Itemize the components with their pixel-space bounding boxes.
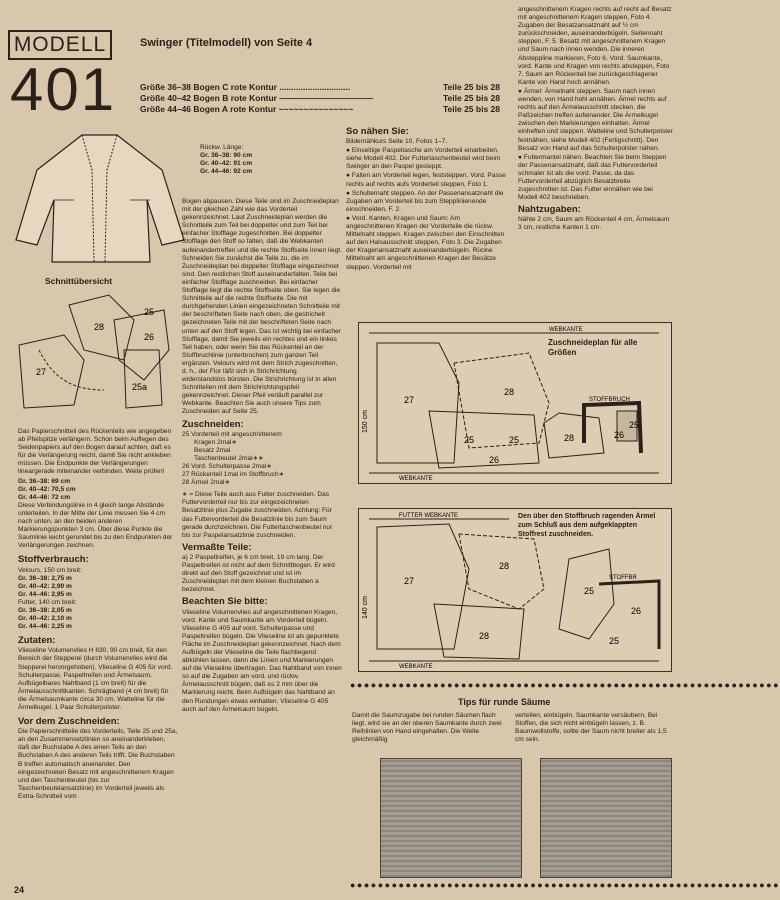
column-1: Das Papierschnitteil des Rückenteils wie angegeben ab Pfeilspitze verlängern. Schon beim Auflegen des Seidenpapiers auf den Bogen darauf achten, daß es für die Verlängerung reicht, damit Sie nicht ankleben müssen. Die Endpunkte der Verlängerungen lineargerade miteinander verbinden. Weite prüfen! Gr. 36–38: 69 cm Gr. 40–42: 70,5 cm Gr. 44–46: 72 cm Diese Verbindungslinie in 4 gleich lange Abstände unterteilen. In der Mitte der Linie messen Sie 4 cm nach unten, an den beiden anderen Markierungspunkten 3 cm. Über diese Punkte die Saumlinie leicht gerundet bis zu den Endpunkten der Verlängerungen zeichnen. Stoffverbrauch: Velours, 150 cm breit: Gr. 36–38: 2,75 m Gr. 40–42: 2,90 m Gr. 44–46: 2,95 m Futter, 140 cm breit: Gr. 36–38: 2,05 m Gr. 40–42: 2,10 m Gr. 44–46: 2,25 m Zutaten: Vlieseline Volumenvlies H 630, 90 cm breit, für den Bereich der Stepperei (durch Volumenvlies wird die Stepperei hervorgehoben). Vlieseline G 405 für vord. Schulterpasse, Paspeltreifen und Ärmelsaum. Aufbügelbares Nahtband (1 cm breit) für die Ärmelausschnittkanten. Schrägband (4 cm breit) für die Ärmelsaumkante circa 30 cm. Watteline für die Ärmelkugel. 1 Paar Schulterpolster. Vor dem Zuschneiden: Die Papierschnitteile des Vorderteils, Teile 25 und 25a, an den Zusammensetzlinien so aneinanderkleben, daß der Buchstabe A des einen Teils an den Buchstaben A des anderen Teils trifft. Die Buchstaben B treffen automatisch aneinander. Den eingezeichneten Besatz mit angeschnittenem Kragen und den Taschenbeutel (bis zur Taschenbeutelansatzlinie) im Vorderteil jeweils als Extra-Schnitteil vom (18, 428, 178, 800)
size-row: Größe 44–46 Bogen A rote Kontur ~~~~~~~~~~~~~~~ Teile 25 bis 28 (140, 104, 500, 114)
tips-text-1: Damit die Saumzugabe bei runden Säumen flach liegt, wird sie an der oberen Saumkante durch zwei Reihlinien von Hand eingehalten. Die Weite gleichmäßig (352, 712, 502, 744)
tips-text-2: verteilen, einbügeln. Saumkante versäubern. Bei Stoffen, die sich nicht einbügeln lassen, z. B. Baumwollstoffe, sollte der Saum nicht breiter als 1,5 cm sein. (515, 712, 667, 744)
svg-text:27: 27 (404, 395, 415, 405)
svg-text:25: 25 (464, 435, 475, 445)
page-number: 24 (14, 885, 25, 895)
webkante-label: WEBKANTE (399, 664, 433, 670)
sleeve-note: Den über den Stoffbruch ragenden Ärmel zum Schluß aus dem aufgeklappten Stoffrest zuschneiden. (518, 513, 656, 538)
hem-photo-2 (540, 758, 672, 878)
page-title: Swinger (Titelmodell) von Seite 4 (140, 37, 313, 49)
dot-divider: ●●●●●●●●●●●●●●●●●●●●●●●●●●●●●●●●●●●●●●●●●●●●●●●●●●●●●●●●●●●●●● (350, 680, 780, 690)
plan-title: Zuschneideplan für alle Größen (548, 338, 638, 357)
svg-text:28: 28 (564, 433, 575, 443)
stoffbruch-label: STOFFBR (609, 575, 637, 581)
column-4: angeschnittenem Kragen rechts auf recht auf Besatz mit angeschnittenem Kragen steppen, Foto 4. Zugaben der Besatzansatznaht auf ½ cm zurückschneiden, auseinanderbügeln. Seitennaht steppen, F. 5. Besatz mit angeschnittenem Kragen und Saum nach innen wenden. Die inneren Absteppline markieren, Foto 6. Vord. Saumkante, vord. Kante und Kragen von rechts absteppen, Foto 7. Saum am Rückenteil bei zurückgeschlagener Kante von Hand hoch annähen. ● Ärmel: Ärmelnaht steppen. Saum nach innen wenden, von Hand hohl annähen. Ärmel rechts auf rechts auf den Ärmelausschnitt stecken, die Paßzeichen treffen aufeinander. Die Ärmelkugel zwischen den Markierungen einhalten. Ärmel einheften und steppen. Watteline und Schulterpolster festnähen, siehe Modell 402 (Fertigschnitt). Den Besatz von Hand auf das Schulterpolster nähen. ● Futtermantel nähen. Beachten Sie beim Steppen der Passenansatznaht, daß das Futtervorderteil schmaler ist als die vord. Passe, da das Futtervorderteil abzüglich Besatzbreite zugeschnitten ist. Das Futter einnähen wie bei Modell 402 beschrieben. Nahtzugaben: Nähte 2 cm, Saum am Rückenteil 4 cm, Ärmelsaum 3 cm, restliche Kanten 1 cm. (518, 6, 673, 232)
webkante-label: FUTTER WEBKANTE (399, 513, 459, 519)
svg-text:28: 28 (504, 387, 515, 397)
webkante-label: WEBKANTE (549, 327, 583, 333)
modell-label: MODELL (8, 30, 112, 60)
piece-28: 28 (94, 322, 105, 332)
size-row: Größe 40–42 Bogen B rote Kontur ——————————— Teile 25 bis 28 (140, 93, 500, 103)
hem-photo-1 (380, 758, 522, 878)
model-number: 401 (10, 56, 117, 123)
pattern-overview (14, 290, 179, 415)
stoffbruch-label: STOFFBRUCH (589, 397, 630, 403)
size-table (140, 82, 500, 115)
svg-text:26: 26 (489, 455, 500, 465)
width-label: 150 cm (362, 410, 369, 433)
webkante-label: WEBKANTE (399, 476, 433, 482)
back-length: Rückw. Länge: Gr. 36–38: 90 cm Gr. 40–42: 91 cm Gr. 44–46: 92 cm (200, 144, 253, 176)
svg-text:26: 26 (614, 430, 625, 440)
tips-title: Tips für runde Säume (458, 697, 551, 707)
svg-text:28: 28 (499, 561, 510, 571)
schnitt-label: Schnittübersicht (45, 276, 113, 286)
dot-divider: ●●●●●●●●●●●●●●●●●●●●●●●●●●●●●●●●●●●●●●●●●●●●●●●●●●●●●●●●●●●●●● (350, 880, 780, 890)
size-row: Größe 36–38 Bogen C rote Kontur .............................. Teile 25 bis 28 (140, 82, 500, 92)
svg-text:28: 28 (479, 631, 490, 641)
svg-text:27: 27 (404, 576, 415, 586)
svg-text:25: 25 (509, 435, 520, 445)
svg-text:25: 25 (609, 636, 620, 646)
svg-text:25: 25 (629, 420, 640, 430)
coat-illustration (12, 130, 187, 270)
column-3: So nähen Sie: Bildernähkurs Seite 10, Fotos 1–7. ● Einseitige Paspeltasche am Vorderteil einarbeiten, siehe Modell 402. Der Futtertaschenbeutel wird beim Swinger an den Paspel gesteppt. ● Falten am Vorderteil legen, feststeppen. Vord. Passe rechts auf rechts aufs Vorderteil steppen, Foto 1. ● Schulternaht steppen. An der Passenansatznaht die Zugaben am Vorderteil bis zum Stepplinienende einschneiden, F. 2. ● Vord. Kanten, Kragen und Saum: Am angeschnittenen Kragen der Vorderteile die rückw. Mittelnaht steppen. Kragen zwischen den Einschnitten auf den Halsausschnitt steppen, Foto 3. Die Zugaben der Kragenansatznaht auseinanderbügeln. Rückw. Mittelnaht am angeschnittenen Kragen der Besätze steppen. Vorderteil mit (346, 126, 506, 271)
svg-text:26: 26 (631, 606, 642, 616)
piece-25a: 25a (132, 382, 148, 392)
piece-27: 27 (36, 367, 47, 377)
piece-25: 25 (144, 307, 155, 317)
width-label: 140 cm (362, 596, 369, 619)
svg-text:25: 25 (584, 586, 595, 596)
piece-26: 26 (144, 332, 155, 342)
column-2: Bogen abpausen. Diese Teile sind im Zuschneideplan mit der gleichen Zahl wie das Vorderteil gekennzeichnet. Laut Zuschneideplan werden die Schnitteile zum Teil bei doppelter und zum Teil bei einfacher Stofflage zugeschnitten. Bei doppelter Stofflage den Stoff so falten, daß die Webkanten aufeinandertreffen und die rechte Stoffseite innen liegt. Schneiden Sie zunächst die Teile zu, die im Zuschneideplan bei doppelter Stofflage eingezeichnet sind. Den restlichen Stoff auseinanderfalten. Teile bei einfacher Stofflage zuschneiden. Bei einfacher Stofflage liegt die rechte Stoffseite oben. Sie legen die Schnitteile auf die rechte Stoffseite. Die mit durchgehenden Linien eingezeichneten Schnitteile mit der beschrifteten Seite nach oben, die gestrichelt gezeichneten Teile mit der beschrifteten Seite nach unten auf den Stoff legen. Das ist wichtig bei einfacher Stofflage, damit Sie jeweils ein rechtes und ein linkes Teil haben, oder wenn Sie das Rückenteil an der Stoffbruchlinie (unterbrochen) zum ganzen Teil ergänzen. Velours wird mit dem Strich zugeschnitten, d. h., der Flor läßt sich in Strichrichtung widerstandslos bürsten. Die Strichrichtung ist in allen Schnitteilen mit dem Strichrichtungspfeil gekennzeichnet. Dieser Pfeil verläuft parallel zur Webkante. Beachten Sie auch unsere Tips zum Zuschneiden auf Seite 25. Zuschneiden: 25 Vorderteil mit angeschnittenem Kragen 2mal∗ Besatz 2mal Taschenbeutel 2mal∗∗ 26 Vord. Schulterpasse 2mal∗ 27 Rückenteil 1mal im Stoffbruch∗ 28 Ärmel 2mal∗ ∗ = Diese Teile auch aus Futter zuschneiden. Das Futtervorderteil nur bis zur eingezeichneten Besatzlinie plus Zugabe zuschneiden. Achtung: Für das Futtervorderteil die Besatzlinie bis zum Saum gerade durchzeichnen. Die Futtertaschenbeutel nur bis zur Paspelansatzlinie zuschneiden. Vermaßte Teile: a) 2 Paspeltreifen, je 6 cm breit, 19 cm lang. Der Paspeltreifen ist nicht auf dem Schnittbogen. Er wird direkt auf den Stoff gezeichnet und ist im Zuschneideplan mit dem kleinen Buchstaben a bezeichnet. Beachten Sie bitte: Vlieseline Volumenvlies auf angeschnittenen Kragen, vord. Kante und Saumkante am Vorderteil bügeln. Vlieseline G 405 auf vord. Schulterpasse und Paspeltreifen bügeln. Die Vlieseline ist als gepunktete Fläche im Zuschneideplan gekennzeichnet. Nach dem Aufbügeln der Vlieseline die Teile flachliegend abkühlen lassen, dann die Linien und Markierungen auf die Vlieseline übertragen. Das Nahtband von innen so auf die Zugaben am vord. und rückw. Ärmelausschnitt bügeln, daß es 2 mm über die Markierung reicht. Beim Aufbügeln das Nahtband an den Rundungen etwas einhalten. Vlieseline G 405 auch auf den Ärmelsaum bügeln. (182, 198, 342, 713)
